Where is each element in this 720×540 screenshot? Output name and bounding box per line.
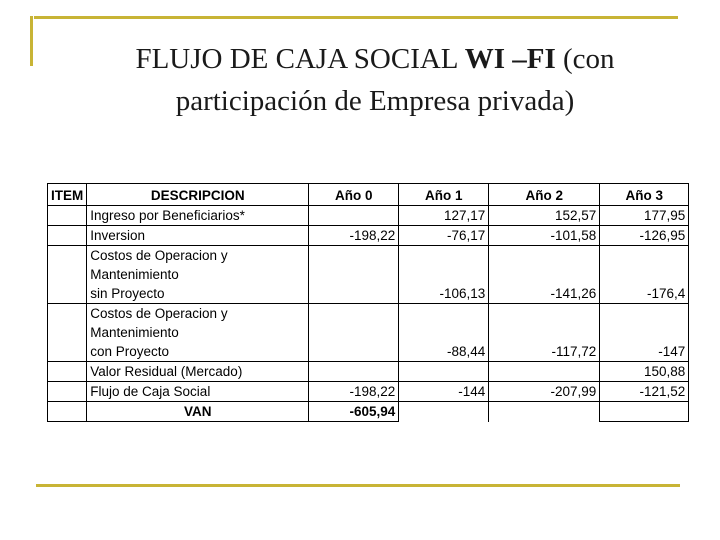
header-year-2: Año 2 xyxy=(489,184,600,206)
cell-item xyxy=(48,304,87,362)
cell-description: Flujo de Caja Social xyxy=(87,382,309,402)
title-text-line2: participación de Empresa privada) xyxy=(175,85,575,117)
description-line-2: sin Proyecto xyxy=(90,286,165,301)
cell-item xyxy=(48,402,87,422)
title-text-part3: (con xyxy=(555,43,615,75)
header-year-3: Año 3 xyxy=(600,184,689,206)
cell-year-2: -101,58 xyxy=(489,226,600,246)
cell-item xyxy=(48,246,87,304)
cell-year-1: -88,44 xyxy=(399,304,489,362)
left-decorative-line xyxy=(30,16,33,66)
title-text-part1: FLUJO DE CAJA SOCIAL xyxy=(135,43,465,75)
cell-item xyxy=(48,382,87,402)
cash-flow-table xyxy=(47,183,689,422)
cell-year-1: -144 xyxy=(399,382,489,402)
table-row xyxy=(48,362,689,382)
van-value: -605,94 xyxy=(309,402,399,422)
cell-year-0 xyxy=(309,304,399,362)
table-row xyxy=(48,246,689,304)
header-year-0: Año 0 xyxy=(309,184,399,206)
title-text-bold: WI –FI xyxy=(464,43,556,75)
cell-year-2: -141,26 xyxy=(489,246,600,304)
cell-year-0 xyxy=(309,206,399,226)
description-line-1: Costos de Operacion y Mantenimiento xyxy=(90,248,228,282)
cell-year-3: -147 xyxy=(600,304,689,362)
cell-year-0: -198,22 xyxy=(309,382,399,402)
cell-description xyxy=(87,246,309,304)
cell-year-2: 152,57 xyxy=(489,206,600,226)
cell-year-3: 150,88 xyxy=(600,362,689,382)
cell-year-1 xyxy=(399,362,489,382)
description-line-1: Costos de Operacion y Mantenimiento xyxy=(90,306,228,340)
cell-item xyxy=(48,226,87,246)
cell-year-2 xyxy=(489,362,600,382)
cell-empty xyxy=(489,402,600,422)
cell-item xyxy=(48,206,87,226)
slide-title xyxy=(60,38,690,122)
table-row xyxy=(48,382,689,402)
cell-empty xyxy=(399,402,489,422)
header-item: ITEM xyxy=(48,184,87,206)
bottom-decorative-line xyxy=(36,484,680,487)
cell-year-0 xyxy=(309,362,399,382)
cell-year-3: -176,4 xyxy=(600,246,689,304)
cell-empty xyxy=(600,402,689,422)
cell-year-1: 127,17 xyxy=(399,206,489,226)
cell-description xyxy=(87,304,309,362)
cell-year-3: -121,52 xyxy=(600,382,689,402)
van-label: VAN xyxy=(87,402,309,422)
table-row xyxy=(48,304,689,362)
cell-year-0 xyxy=(309,246,399,304)
table-header-row xyxy=(48,184,689,206)
description-line-2: con Proyecto xyxy=(90,344,170,359)
cell-year-2: -207,99 xyxy=(489,382,600,402)
cell-year-1: -76,17 xyxy=(399,226,489,246)
table-row xyxy=(48,206,689,226)
cell-year-3: -126,95 xyxy=(600,226,689,246)
cell-year-0: -198,22 xyxy=(309,226,399,246)
table-row xyxy=(48,226,689,246)
cell-year-1: -106,13 xyxy=(399,246,489,304)
cell-description: Valor Residual (Mercado) xyxy=(87,362,309,382)
header-description: DESCRIPCION xyxy=(87,184,309,206)
van-row xyxy=(48,402,689,422)
header-year-1: Año 1 xyxy=(399,184,489,206)
top-decorative-line xyxy=(34,16,678,19)
cell-year-3: 177,95 xyxy=(600,206,689,226)
cell-year-2: -117,72 xyxy=(489,304,600,362)
cell-description: Inversion xyxy=(87,226,309,246)
cell-item xyxy=(48,362,87,382)
cell-description: Ingreso por Beneficiarios* xyxy=(87,206,309,226)
